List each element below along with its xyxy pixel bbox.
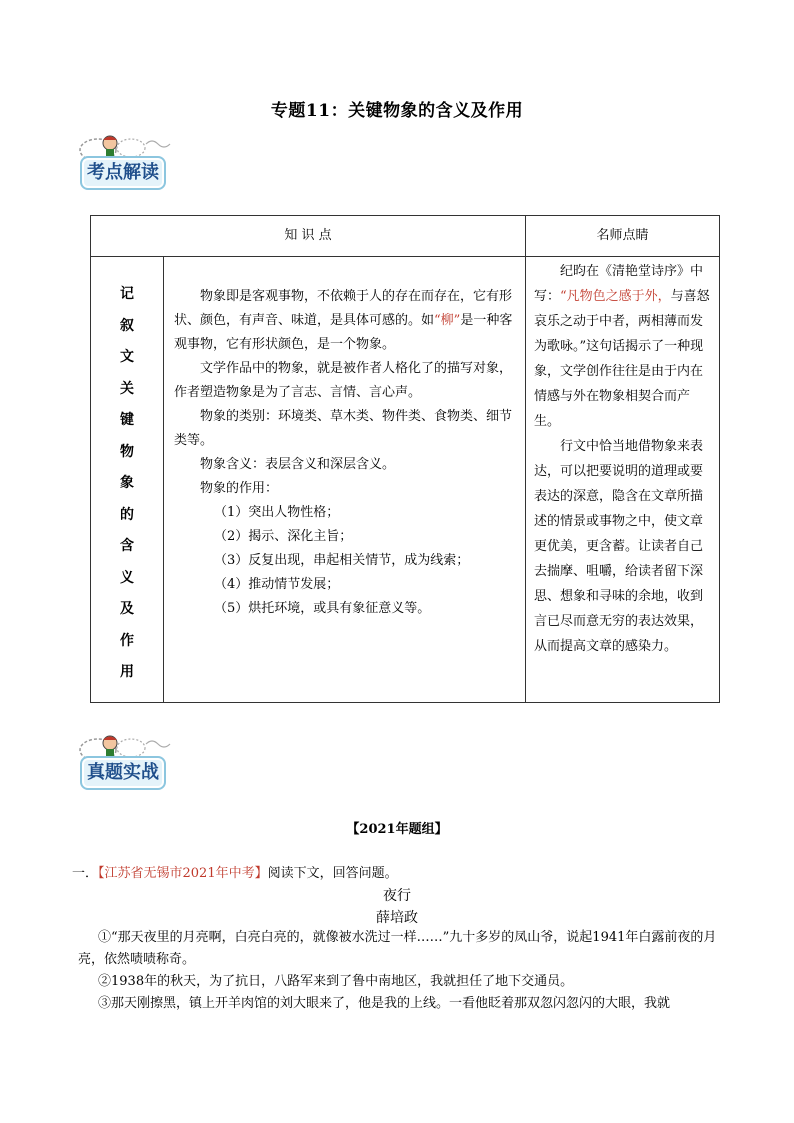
vertical-label-char: 文 (120, 349, 134, 365)
question-prompt: 阅读下文，回答问题。 (267, 866, 398, 881)
vertical-label-char: 用 (120, 664, 134, 680)
vertical-label-char: 记 (120, 286, 134, 302)
article-paragraph: ③那天刚擦黑，镇上开羊肉馆的刘大眼来了，他是我的上线。一看他眨着那双忽闪忽闪的大眼，我就 (98, 996, 671, 1011)
tips-content (526, 257, 720, 703)
article-paragraph: ①“那天夜里的月亮啊，白亮白亮的，就像被水洗过一样……”九十多岁的凤山爷，说起1941年白露前夜的月亮，依然啧啧称奇。 (78, 930, 717, 967)
vertical-label-char: 及 (120, 601, 134, 617)
table-header-tips: 名师点睛 (526, 216, 720, 257)
function-item: （1）突出人物性格； (214, 505, 340, 520)
tips-paragraph: 行文中恰当地借物象来表达，可以把要说明的道理或要表达的深意，隐含在文章所描述的情景或事物之中，使文章更优美，更含蓄。让读者自己去揣摩、咀嚼，给读者留下深思、想象和寻味的余地，收到言已尽而意无穷的表达效果，从而提高文章的感染力。 (534, 439, 704, 654)
tips-paragraph: 纪昀在《清艳堂诗序》中写：“凡物色之感于外，与喜怒哀乐之动于中者，两相薄而发为歌咏。”这句话揭示了一种现象，文学创作往往是由于内在情感与外在物象相契合而产生。 (534, 264, 710, 429)
article-title: 夜行 (383, 888, 411, 904)
function-item: （5）烘托环境，或具有象征意义等。 (214, 601, 431, 616)
vertical-label-char: 含 (120, 538, 134, 554)
knowledge-paragraph: 物象的类别：环境类、草木类、物件类、食物类、细节类等。 (174, 409, 513, 448)
knowledge-paragraph: 文学作品中的物象，就是被作者人格化了的描写对象，作者塑造物象是为了言志、言情、言心声。 (174, 361, 513, 400)
question-line (72, 862, 398, 881)
knowledge-table (90, 215, 720, 703)
knowledge-paragraph: 物象含义：表层含义和深层含义。 (200, 457, 396, 472)
function-item: （3）反复出现，串起相关情节，成为线索； (214, 553, 470, 568)
section-badge-kaodian (74, 134, 174, 196)
vertical-label-char: 象 (120, 475, 134, 491)
page-title: 专题11：关键物象的含义及作用 (270, 101, 524, 121)
function-item: （2）揭示、深化主旨； (214, 529, 353, 544)
vertical-label-char: 物 (120, 443, 134, 460)
question-source: 【江苏省无锡市2021年中考】 (98, 866, 268, 881)
knowledge-paragraph: 物象的作用： (200, 481, 279, 496)
vertical-label-char: 作 (120, 632, 134, 649)
article-author: 薛培政 (376, 910, 418, 926)
function-item: （4）推动情节发展； (214, 577, 340, 592)
question-number: 一． (72, 866, 99, 881)
vertical-label-char: 关 (120, 380, 134, 397)
vertical-topic-label (91, 257, 164, 703)
badge-label: 考点解读 (80, 156, 166, 190)
vertical-label-char: 键 (120, 412, 134, 428)
badge-label: 真题实战 (80, 756, 166, 790)
knowledge-paragraph: 物象即是客观事物，不依赖于人的存在而存在，它有形状、颜色，有声音、味道，是具体可感的。如“柳”是一种客观事物，它有形状颜色，是一个物象。 (174, 289, 513, 352)
section-badge-zhenti (74, 734, 174, 796)
vertical-label-char: 义 (120, 569, 134, 586)
vertical-label-char: 的 (120, 506, 134, 523)
article-paragraph: ②1938年的秋天，为了抗日，八路军来到了鲁中南地区，我就担任了地下交通员。 (98, 974, 574, 989)
vertical-label-char: 叙 (120, 317, 134, 334)
table-header-knowledge: 知 识 点 (91, 216, 526, 257)
group-heading: 【2021年题组】 (346, 822, 448, 837)
knowledge-content (164, 257, 526, 703)
